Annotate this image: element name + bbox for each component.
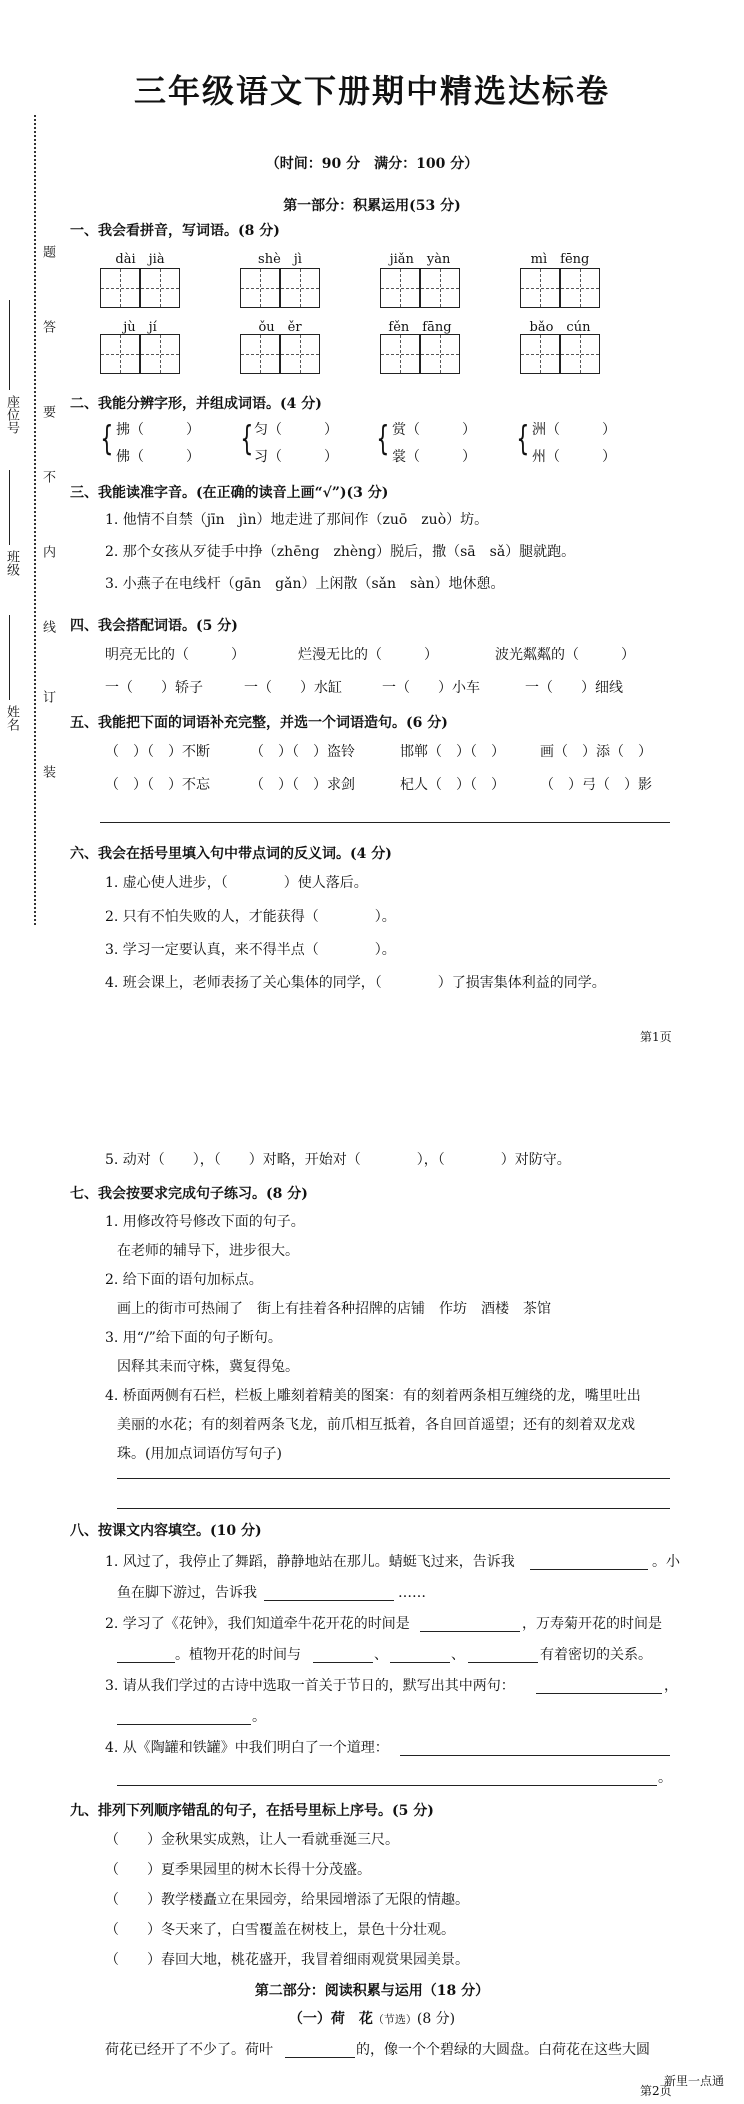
section4-heading: 四、我会搭配词语。(5 分)	[70, 618, 238, 634]
blank[interactable]	[285, 2057, 355, 2058]
exercise-line: 2. 给下面的语句加标点。	[105, 1272, 263, 1288]
blank[interactable]	[420, 1631, 520, 1632]
match-item: 一（ ）水缸	[244, 680, 342, 696]
reading-title	[0, 2008, 744, 2028]
char-pair-item: 佛（ ）	[116, 449, 200, 465]
blank[interactable]	[264, 1600, 394, 1601]
section5-heading: 五、我能把下面的词语补充完整，并选一个词语造句。(6 分)	[70, 715, 448, 731]
section2-heading: 二、我能分辨字形，并组成词语。(4 分)	[70, 396, 322, 412]
antonym-item: 3. 学习一定要认真，来不得半点（ ）。	[105, 942, 396, 958]
writing-grid[interactable]	[560, 268, 600, 308]
order-item: （ ）教学楼矗立在果园旁，给果园增添了无限的情趣。	[105, 1892, 469, 1908]
blank[interactable]	[400, 1755, 670, 1756]
exercise-line: 在老师的辅导下，进步很大。	[117, 1243, 299, 1259]
exercise-line: 美丽的水花；有的刻着两条飞龙，前爪相互抵着，各自回首遥望；还有的刻着双龙戏	[117, 1417, 635, 1433]
reading-note: （节选）	[372, 2013, 417, 2026]
brace: {	[376, 419, 390, 459]
writing-grid[interactable]	[520, 268, 560, 308]
antonym-item: 1. 虚心使人进步，（ ）使人落后。	[105, 875, 368, 891]
fill-text: ，万寿菊开花的时间是	[522, 1616, 662, 1632]
reading-title-text: （一）荷 花	[288, 2011, 373, 2027]
page-title: 三年级语文下册期中精选达标卷	[133, 72, 610, 110]
writing-grid[interactable]	[280, 268, 320, 308]
section9-heading: 九、排列下列顺序错乱的句子，在括号里标上序号。(5 分)	[70, 1803, 434, 1819]
class-label: 班级	[4, 550, 19, 576]
idiom-item: （ ）弓（ ）影	[540, 777, 652, 793]
section8-heading: 八、按课文内容填空。(10 分)	[70, 1523, 262, 1539]
fill-text: 鱼在脚下游过，告诉我	[117, 1585, 257, 1601]
idiom-item: （ ）（ ）盗铃	[250, 744, 355, 760]
brace: {	[100, 419, 114, 459]
order-item: （ ）金秋果实成熟，让人一看就垂涎三尺。	[105, 1832, 399, 1848]
writing-grid[interactable]	[140, 268, 180, 308]
part1-heading: 第一部分：积累运用(53 分)	[283, 198, 461, 214]
fill-text: 、	[451, 1647, 465, 1663]
antonym-item: 4. 班会课上，老师表扬了关心集体的同学，（ ）了损害集体利益的同学。	[105, 975, 606, 991]
part2-heading: 第二部分：阅读积累与运用（18 分）	[254, 1983, 490, 1999]
side-char: 内	[40, 545, 55, 558]
order-item: （ ）春回大地，桃花盛开，我冒着细雨观赏果园美景。	[105, 1952, 469, 1968]
pinyin: bǎo cún	[529, 320, 591, 335]
reading-text: 的，像一个个碧绿的大圆盘。白荷花在这些大圆	[356, 2042, 650, 2058]
char-pair-item: 匀（ ）	[254, 422, 338, 438]
exercise-line: 珠。(用加点词语仿写句子)	[117, 1446, 282, 1462]
idiom-item: （ ）（ ）求剑	[250, 777, 355, 793]
reading-score: (8 分)	[416, 2011, 456, 2027]
fill-text: 4. 从《陶罐和铁罐》中我们明白了一个道理：	[105, 1740, 389, 1756]
order-item: （ ）冬天来了，白雪覆盖在树枝上，景色十分壮观。	[105, 1922, 455, 1938]
writing-grid[interactable]	[380, 268, 420, 308]
seat-label: 座位号	[4, 395, 19, 434]
blank[interactable]	[390, 1662, 450, 1663]
char-pair-item: 裳（ ）	[392, 449, 476, 465]
side-char: 要	[40, 405, 55, 418]
writing-grid[interactable]	[140, 334, 180, 374]
idiom-item: （ ）（ ）不断	[105, 744, 210, 760]
writing-grid[interactable]	[560, 334, 600, 374]
char-pair-item: 拂（ ）	[116, 422, 200, 438]
fill-text: 、	[374, 1647, 388, 1663]
pinyin: shè jì	[258, 252, 302, 267]
exercise-line: 3. 用“/”给下面的句子断句。	[105, 1330, 282, 1346]
pronunciation-item: 3. 小燕子在电线杆（gān gǎn）上闲散（sǎn sàn）地休憩。	[105, 576, 505, 592]
writing-grid[interactable]	[520, 334, 560, 374]
pronunciation-item: 1. 他情不自禁（jīn jìn）地走进了那间作（zuō zuò）坊。	[105, 512, 489, 528]
side-char: 不	[40, 470, 55, 483]
writing-grid[interactable]	[420, 268, 460, 308]
writing-grid[interactable]	[240, 268, 280, 308]
exam-info: （时间：90 分 满分：100 分）	[265, 156, 479, 172]
writing-grid[interactable]	[240, 334, 280, 374]
antonym-item: 5. 动对（ ），（ ）对略，开始对（ ），（ ）对防守。	[105, 1152, 571, 1168]
watermark: 新里一点通	[664, 2074, 725, 2088]
blank[interactable]	[313, 1662, 373, 1663]
writing-grid[interactable]	[380, 334, 420, 374]
antonym-item: 2. 只有不怕失败的人，才能获得（ ）。	[105, 909, 396, 925]
pinyin: jù jí	[123, 320, 157, 335]
side-char: 装	[40, 765, 55, 778]
fill-text: 有着密切的关系。	[540, 1647, 652, 1663]
fill-text: 。小	[652, 1554, 680, 1570]
match-item: 明亮无比的（ ）	[105, 647, 245, 663]
char-pair-item: 洲（ ）	[532, 422, 616, 438]
name-label: 姓名	[4, 705, 19, 731]
page-number: 第1页	[640, 1030, 672, 1044]
char-pair-item: 州（ ）	[532, 449, 616, 465]
pinyin: fěn fāng	[388, 320, 452, 335]
blank[interactable]	[536, 1693, 662, 1694]
class-blank	[9, 470, 10, 545]
writing-grid[interactable]	[280, 334, 320, 374]
fill-text: 。	[658, 1770, 672, 1786]
answer-line[interactable]	[100, 822, 670, 823]
reading-text: 荷花已经开了不少了。荷叶	[105, 2042, 273, 2058]
idiom-item: 邯郸（ ）（ ）	[400, 744, 505, 760]
page-number: 第2页	[640, 2084, 672, 2098]
match-item: 一（ ）轿子	[105, 680, 203, 696]
pinyin: dài jià	[115, 252, 165, 267]
char-pair-item: 赏（ ）	[392, 422, 476, 438]
pinyin: mì fēng	[530, 252, 590, 267]
side-char: 订	[40, 690, 55, 703]
fill-text: 。植物开花的时间与	[175, 1647, 301, 1663]
section1-heading: 一、我会看拼音，写词语。(8 分)	[70, 223, 280, 239]
binding-line	[34, 115, 36, 925]
answer-line[interactable]	[117, 1508, 670, 1509]
section7-heading: 七、我会按要求完成句子练习。(8 分)	[70, 1186, 308, 1202]
idiom-item: 杞人（ ）（ ）	[400, 777, 505, 793]
pinyin: jiǎn yàn	[389, 252, 451, 267]
fill-text: 2. 学习了《花钟》，我们知道牵牛花开花的时间是	[105, 1616, 410, 1632]
fill-text: ……	[398, 1585, 426, 1601]
blank[interactable]	[468, 1662, 538, 1663]
fill-text: ，	[664, 1678, 678, 1694]
side-char: 答	[40, 320, 55, 333]
order-item: （ ）夏季果园里的树木长得十分茂盛。	[105, 1862, 371, 1878]
fill-text: 。	[252, 1709, 266, 1725]
blank[interactable]	[117, 1724, 251, 1725]
idiom-item: （ ）（ ）不忘	[105, 777, 210, 793]
section3-heading: 三、我能读准字音。(在正确的读音上画“√”)(3 分)	[70, 485, 389, 501]
exercise-line: 因释其耒而守株，冀复得兔。	[117, 1359, 299, 1375]
char-pair-item: 习（ ）	[254, 449, 338, 465]
exercise-line: 4. 桥面两侧有石栏，栏板上雕刻着精美的图案：有的刻着两条相互缠绕的龙，嘴里吐出	[105, 1388, 641, 1404]
side-char: 题	[40, 245, 55, 258]
side-char: 线	[40, 620, 55, 633]
pinyin: ǒu ěr	[258, 320, 302, 335]
brace: {	[516, 419, 530, 459]
blank[interactable]	[530, 1569, 648, 1570]
blank[interactable]	[117, 1662, 175, 1663]
match-item: 一（ ）细线	[525, 680, 623, 696]
fill-text: 3. 请从我们学过的古诗中选取一首关于节日的，默写出其中两句：	[105, 1678, 515, 1694]
writing-grid[interactable]	[420, 334, 460, 374]
name-blank	[9, 615, 10, 700]
exercise-line: 画上的街市可热闹了 街上有挂着各种招牌的店铺 作坊 酒楼 茶馆	[117, 1301, 551, 1317]
writing-grid[interactable]	[100, 334, 140, 374]
blank[interactable]	[117, 1785, 657, 1786]
writing-grid[interactable]	[100, 268, 140, 308]
section6-heading: 六、我会在括号里填入句中带点词的反义词。(4 分)	[70, 846, 392, 862]
match-item: 一（ ）小车	[382, 680, 480, 696]
match-item: 波光粼粼的（ ）	[495, 647, 635, 663]
pronunciation-item: 2. 那个女孩从歹徒手中挣（zhēng zhèng）脱后，撒（sā sǎ）腿就跑。	[105, 544, 576, 560]
exercise-line: 1. 用修改符号修改下面的句子。	[105, 1214, 305, 1230]
fill-text: 1. 风过了，我停止了舞蹈，静静地站在那儿。蜻蜓飞过来，告诉我	[105, 1554, 515, 1570]
brace: {	[240, 419, 254, 459]
answer-line[interactable]	[117, 1478, 670, 1479]
seat-blank	[9, 300, 10, 390]
idiom-item: 画（ ）添（ ）	[540, 744, 652, 760]
match-item: 烂漫无比的（ ）	[298, 647, 438, 663]
